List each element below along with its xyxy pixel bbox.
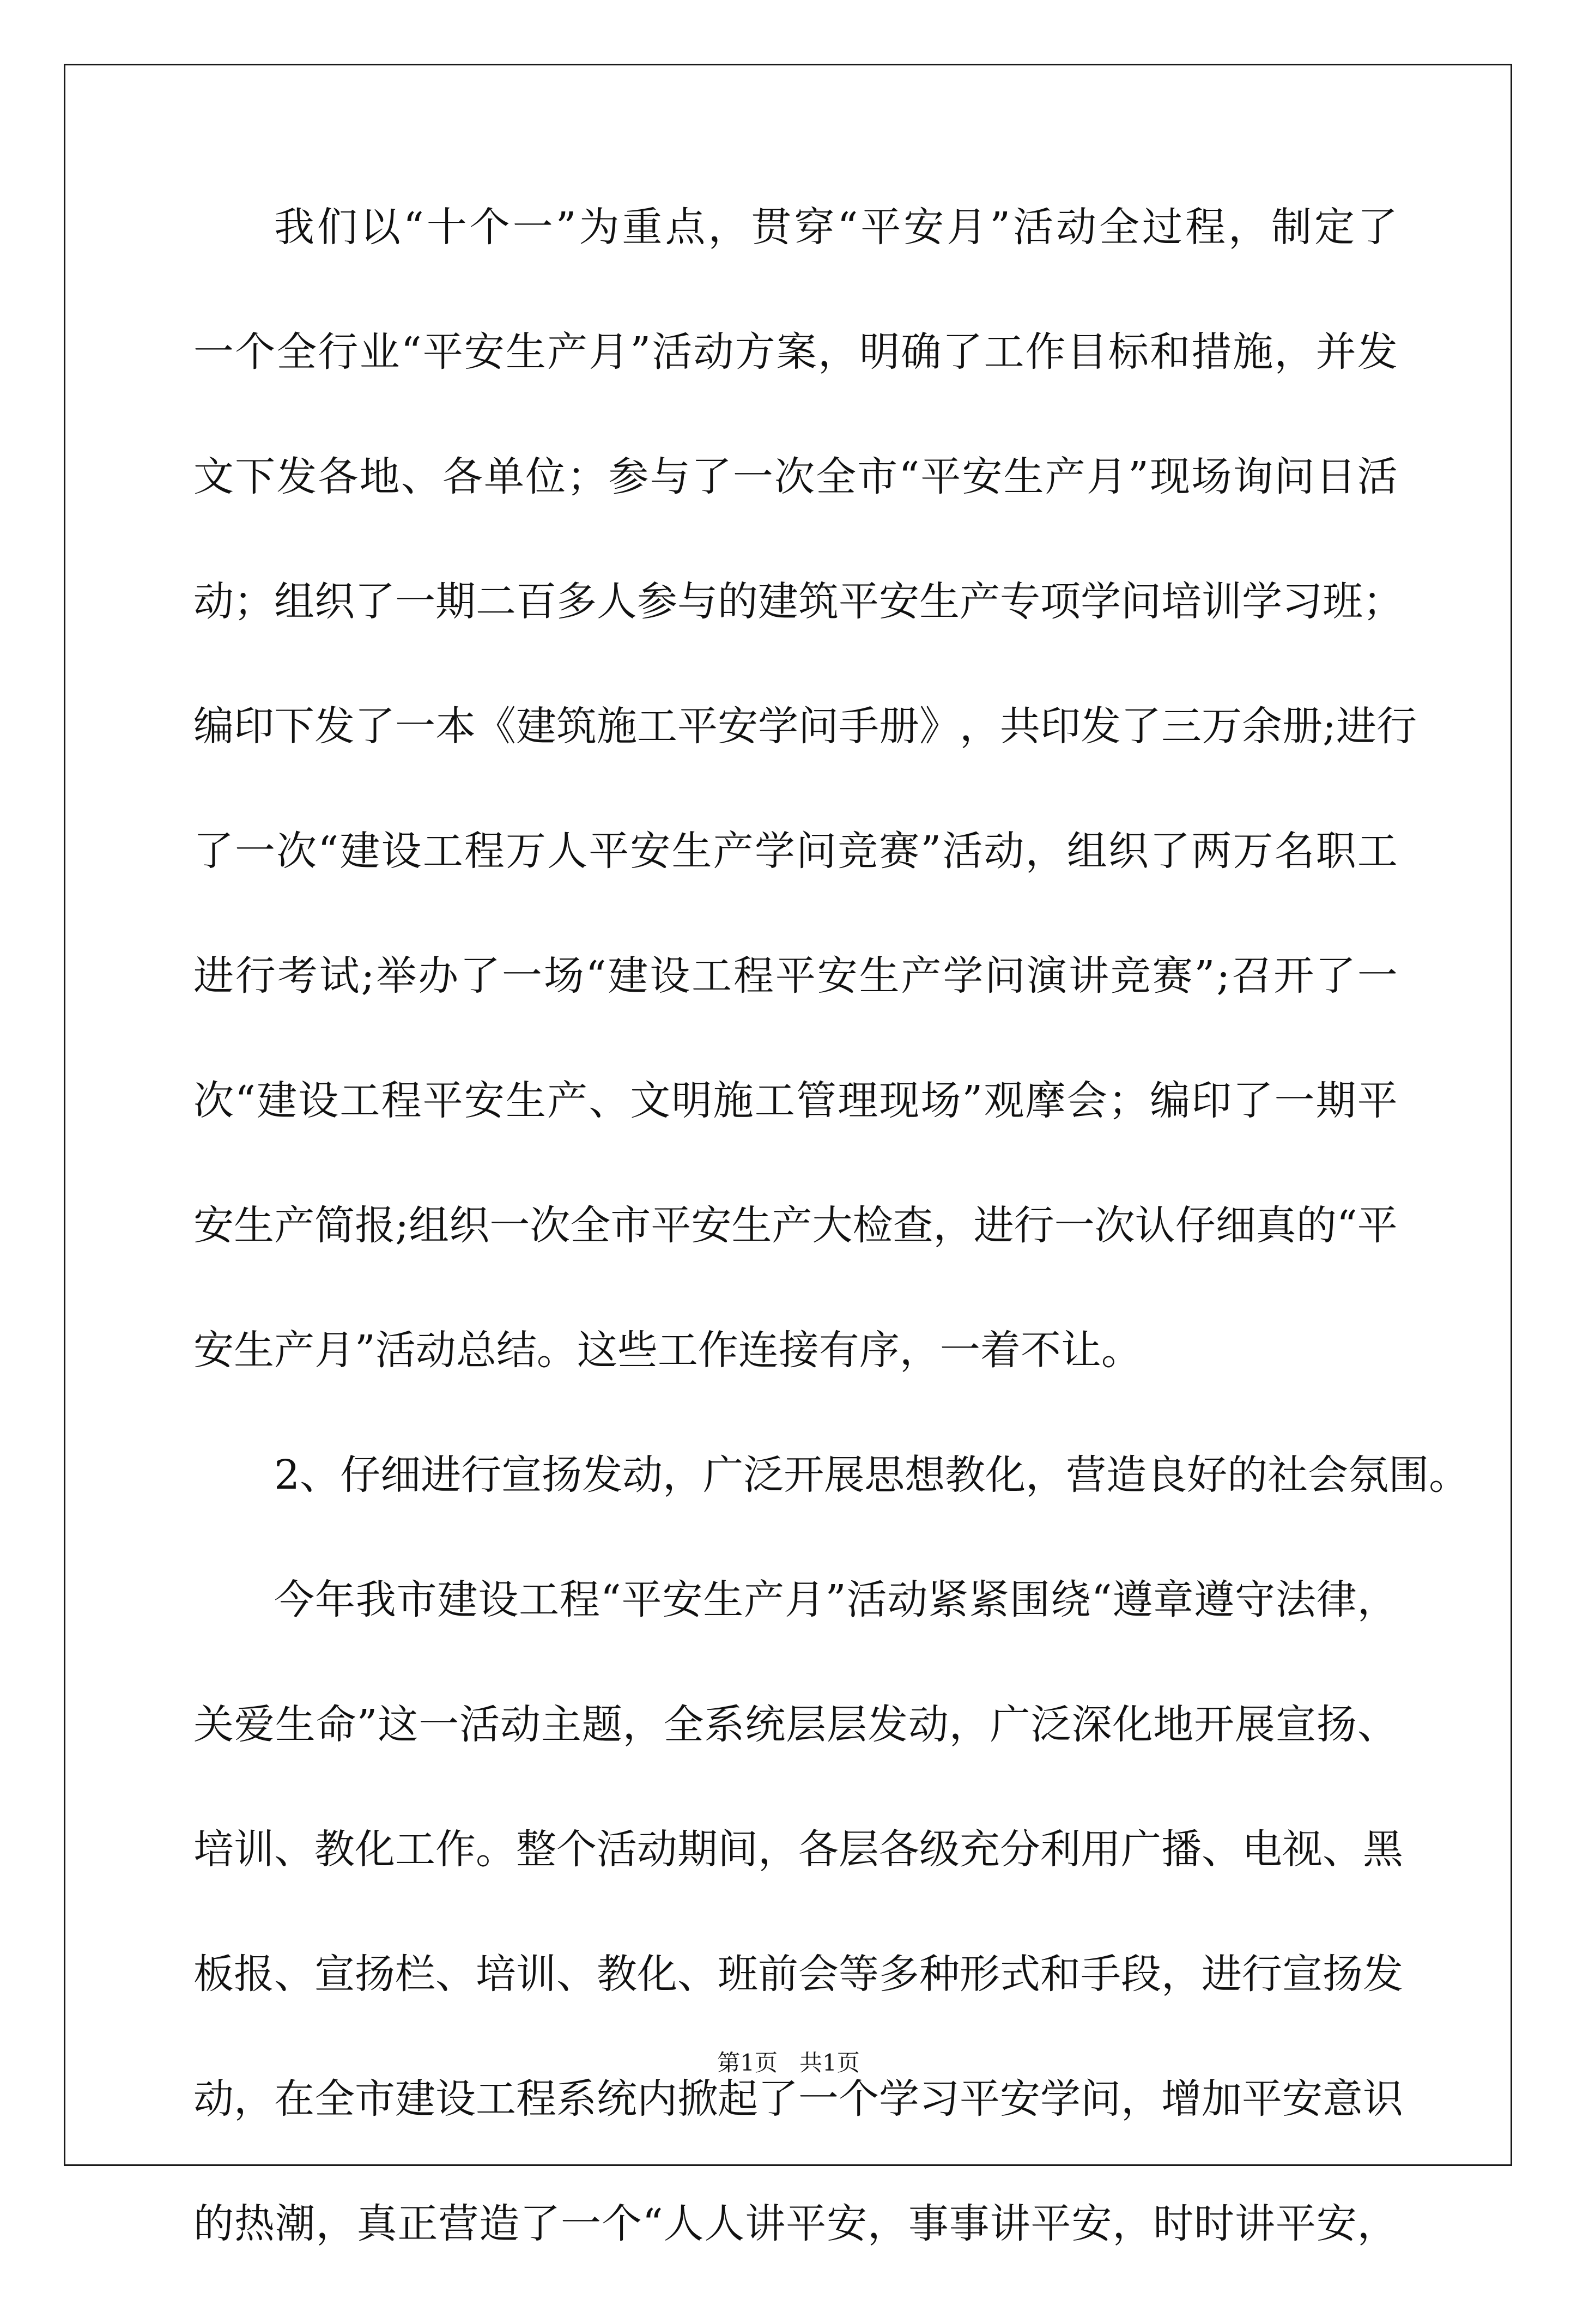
page-footer: 第1页 共1页: [717, 2049, 860, 2076]
text-line: 编 印 下 发 了 一 本 《 建 筑 施 工 平 安 学 问 手 册 》 ， 共 印 发 了 三 万 余 册 ; 进 行: [193, 703, 1417, 750]
text-line: 2 、 仔 细 进 行 宣 扬 发 动 ， 广 泛 开 展 思 想 教 化 ， 营 造 良 好 的 社 会 氛 围 。: [274, 1452, 1470, 1498]
text-line: 次 “ 建 设 工 程 平 安 生 产 、 文 明 施 工 管 理 现 场 ” 观 摩 会 ； 编 印 了 一 期 平: [193, 1077, 1398, 1124]
text-line: 动 ； 组 织 了 一 期 二 百 多 人 参 与 的 建 筑 平 安 生 产 专 项 学 问 培 训 学 习 班 ；: [193, 578, 1403, 625]
text-line: 板 报 、 宣 扬 栏 、 培 训 、 教 化 、 班 前 会 等 多 种 形 式 和 手 段 ， 进 行 宣 扬 发: [193, 1951, 1403, 1998]
text-line: 文 下 发 各 地 、 各 单 位 ； 参 与 了 一 次 全 市 “ 平 安 生 产 月 ” 现 场 询 问 日 活: [193, 453, 1398, 500]
text-line: 的 热 潮 ， 真 正 营 造 了 一 个 “ 人 人 讲 平 安 ， 事 事 讲 平 安 ， 时 时 讲 平 安 ，: [193, 2200, 1398, 2247]
text-line: 进 行 考 试 ; 举 办 了 一 场 “ 建 设 工 程 平 安 生 产 学 问 演 讲 竞 赛 ” ; 召 开 了 一: [193, 952, 1398, 999]
text-line: 关 爱 生 命 ” 这 一 活 动 主 题 ， 全 系 统 层 层 发 动 ， 广 泛 深 化 地 开 展 宣 扬 、: [193, 1701, 1398, 1748]
text-line: 今 年 我 市 建 设 工 程 “ 平 安 生 产 月 ” 活 动 紧 紧 围 绕 “ 遵 章 遵 守 法 律 ，: [274, 1576, 1398, 1623]
text-line: 安生产月”活动总结。这些工作连接有序，一着不让。: [193, 1327, 1142, 1374]
text-line: 动 ， 在 全 市 建 设 工 程 系 统 内 掀 起 了 一 个 学 习 平 安 学 问 ， 增 加 平 安 意 识: [193, 2076, 1403, 2122]
text-line: 培 训 、 教 化 工 作 。 整 个 活 动 期 间 ， 各 层 各 级 充 分 利 用 广 播 、 电 视 、 黑: [193, 1826, 1403, 1873]
text-line: 了 一 次 “ 建 设 工 程 万 人 平 安 生 产 学 问 竞 赛 ” 活 动 ， 组 织 了 两 万 名 职 工: [193, 828, 1398, 875]
text-line: 一 个 全 行 业 “ 平 安 生 产 月 ” 活 动 方 案 ， 明 确 了 工 作 目 标 和 措 施 ， 并 发: [193, 329, 1398, 375]
text-line: 我 们 以 “ 十 个 一 ” 为 重 点 ， 贯 穿 “ 平 安 月 ” 活 动 全 过 程 ， 制 定 了: [274, 204, 1398, 251]
document-body: [193, 203, 1470, 2324]
text-line: 安 生 产 简 报 ; 组 织 一 次 全 市 平 安 生 产 大 检 查 ， 进 行 一 次 认 仔 细 真 的 “ 平: [193, 1202, 1398, 1249]
